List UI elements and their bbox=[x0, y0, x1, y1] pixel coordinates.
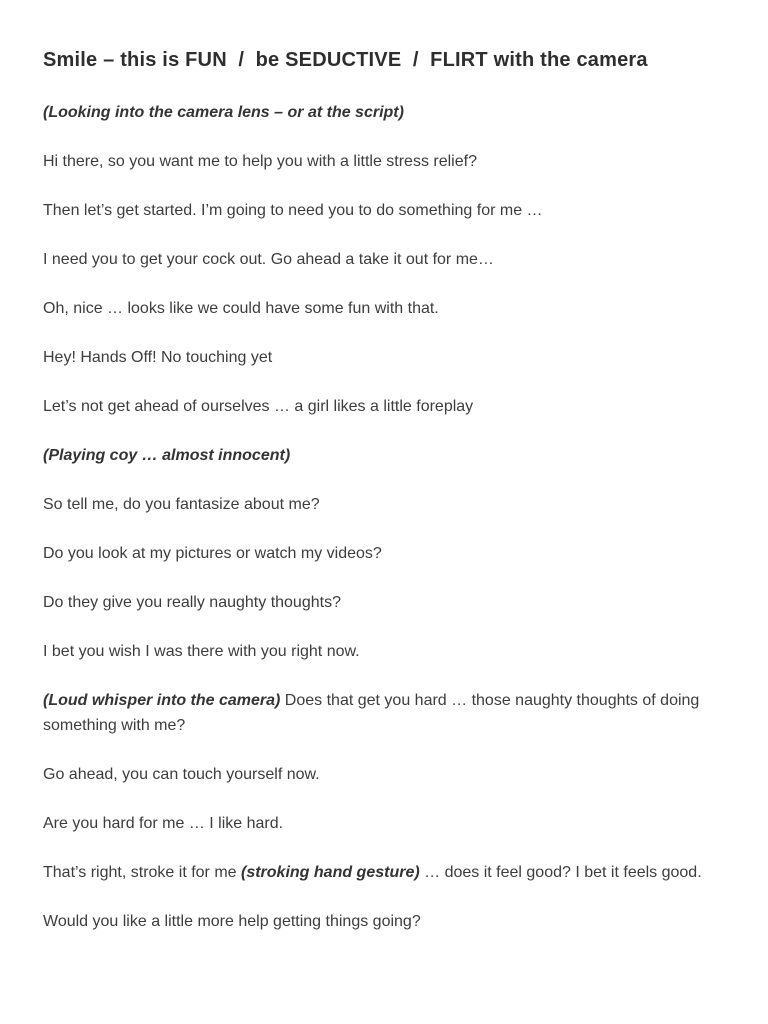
dialogue-text: Would you like a little more help getting things going? bbox=[43, 913, 421, 930]
script-paragraph bbox=[43, 811, 716, 836]
script-paragraph bbox=[43, 541, 716, 566]
script-paragraph bbox=[43, 443, 716, 468]
dialogue-text: Hi there, so you want me to help you with a little stress relief? bbox=[43, 153, 477, 170]
stage-direction: (stroking hand gesture) bbox=[241, 864, 420, 881]
script-paragraph bbox=[43, 296, 716, 321]
dialogue-text: That’s right, stroke it for me bbox=[43, 864, 241, 881]
stage-direction: (Looking into the camera lens – or at the script) bbox=[43, 104, 404, 121]
dialogue-text: So tell me, do you fantasize about me? bbox=[43, 496, 320, 513]
dialogue-text: Oh, nice … looks like we could have some fun with that. bbox=[43, 300, 439, 317]
script-body bbox=[43, 100, 716, 934]
script-paragraph bbox=[43, 100, 716, 125]
script-paragraph bbox=[43, 590, 716, 615]
stage-direction: (Loud whisper into the camera) bbox=[43, 692, 281, 709]
script-paragraph bbox=[43, 639, 716, 664]
script-paragraph bbox=[43, 198, 716, 223]
dialogue-text: I need you to get your cock out. Go ahead a take it out for me… bbox=[43, 251, 494, 268]
dialogue-text: Then let’s get started. I’m going to need you to do something for me … bbox=[43, 202, 543, 219]
script-paragraph bbox=[43, 492, 716, 517]
page-title: Smile – this is FUN / be SEDUCTIVE / FLIRT with the camera bbox=[43, 49, 648, 71]
script-paragraph bbox=[43, 688, 716, 738]
dialogue-text: Do they give you really naughty thoughts? bbox=[43, 594, 341, 611]
dialogue-text: Does that get you hard … those naughty thoughts of doing something with me? bbox=[43, 692, 700, 734]
dialogue-text: I bet you wish I was there with you right now. bbox=[43, 643, 360, 660]
dialogue-text: Let’s not get ahead of ourselves … a girl likes a little foreplay bbox=[43, 398, 474, 415]
script-paragraph bbox=[43, 394, 716, 419]
dialogue-text: Hey! Hands Off! No touching yet bbox=[43, 349, 273, 366]
script-paragraph bbox=[43, 860, 716, 885]
dialogue-text: … does it feel good? I bet it feels good. bbox=[419, 864, 702, 881]
script-paragraph bbox=[43, 909, 716, 934]
script-paragraph bbox=[43, 762, 716, 787]
stage-direction: (Playing coy … almost innocent) bbox=[43, 447, 291, 464]
script-paragraph bbox=[43, 345, 716, 370]
dialogue-text: Do you look at my pictures or watch my videos? bbox=[43, 545, 382, 562]
script-paragraph bbox=[43, 149, 716, 174]
dialogue-text: Are you hard for me … I like hard. bbox=[43, 815, 284, 832]
dialogue-text: Go ahead, you can touch yourself now. bbox=[43, 766, 320, 783]
script-paragraph bbox=[43, 247, 716, 272]
